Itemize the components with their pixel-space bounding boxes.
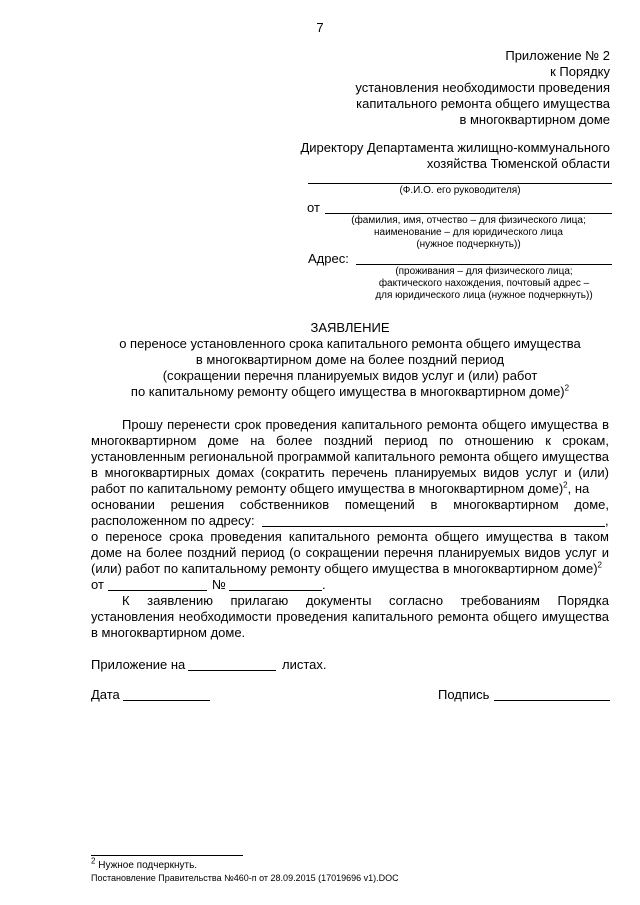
attachment-count-line	[188, 670, 276, 671]
signature-line	[494, 700, 610, 701]
decision-number-line	[229, 590, 322, 591]
date-line	[123, 700, 210, 701]
statement-subtitle-2: в многоквартирном доме на более поздний период	[195, 352, 505, 367]
signature-label: Подпись	[438, 687, 490, 702]
body-line-1: Прошу перенести срок проведения капитального ремонта общего имущества в	[122, 417, 609, 432]
footnote-separator	[91, 855, 243, 856]
address-fill-comma: ,	[605, 513, 609, 528]
footnote-text	[91, 856, 198, 872]
from-label: от	[307, 200, 320, 215]
attach-line-3: в многоквартирном доме.	[91, 625, 246, 640]
statement-subtitle-1: о переносе установленного срока капитального ремонта общего имущества	[119, 336, 581, 351]
body-line-9: доме на более поздний период (о сокращении перечня планируемых видов услуг и	[91, 545, 609, 560]
attachment-prefix: Приложение на	[91, 657, 186, 672]
addressee-line-2: хозяйства Тюменской области	[426, 156, 610, 171]
body-line-7: расположенном по адресу:	[91, 513, 255, 528]
statement-heading: ЗАЯВЛЕНИЕ	[310, 320, 390, 335]
from-hint-3: (нужное подчеркнуть))	[416, 239, 521, 250]
address-blank-line	[356, 264, 612, 265]
statement-subtitle-4-text: по капитальному ремонту общего имущества в многоквартирном доме)	[130, 384, 565, 399]
decision-from-label: от	[91, 577, 104, 592]
appendix-line-4: капитального ремонта общего имущества	[356, 96, 610, 111]
decision-date-line	[108, 590, 207, 591]
body-line-8: о переносе срока проведения капитального ремонта общего имущества в таком	[91, 529, 609, 544]
body-line-5-tail: , на	[567, 481, 590, 496]
appendix-line-3: установления необходимости проведения	[355, 80, 610, 95]
footnote-source: Постановление Правительства №460-п от 28.09.2015 (17019696 v1).DOC	[91, 873, 399, 883]
statement-subtitle-3: (сокращении перечня планируемых видов услуг и (или) работ	[162, 368, 538, 383]
footnote-ref: 2	[564, 383, 570, 393]
appendix-line-5: в многоквартирном доме	[459, 112, 610, 127]
date-label: Дата	[91, 687, 120, 702]
fio-hint: (Ф.И.О. его руководителя)	[399, 185, 521, 196]
attach-line-2: установления необходимости проведения капитального ремонта общего имущества	[91, 609, 609, 624]
appendix-line-1: Приложение № 2	[505, 48, 610, 63]
body-line-10	[91, 561, 602, 577]
body-line-6: основании решения собственников помещений в многоквартирном доме,	[91, 497, 609, 512]
appendix-line-2: к Порядку	[550, 64, 610, 79]
footnote-ref-3: 2	[597, 560, 602, 570]
statement-subtitle-4	[0, 384, 640, 400]
from-hint-1: (фамилия, имя, отчество – для физического лица;	[351, 215, 586, 226]
footnote-mark: 2	[91, 856, 96, 866]
body-line-10-text: (или) работ по капитальному ремонту общего имущества в многоквартирном доме)	[91, 561, 598, 576]
address-fill-line	[262, 526, 605, 527]
body-line-4: в многоквартирных домах (сократить перечень планируемых видов услуг и (или)	[91, 465, 609, 480]
address-hint-1: (проживания – для физического лица;	[395, 266, 573, 277]
from-hint-2: наименование – для юридического лица	[374, 227, 563, 238]
body-line-3: установленным региональной программой капитального ремонта общего имущества	[91, 449, 609, 464]
address-hint-2: фактического нахождения, почтовый адрес –	[378, 278, 590, 289]
footnote-content: Нужное подчеркнуть.	[95, 860, 198, 871]
body-line-5	[91, 481, 589, 497]
address-label: Адрес:	[308, 251, 349, 266]
attachment-suffix: листах.	[282, 657, 327, 672]
address-hint-3: для юридического лица (нужное подчеркнуть))	[375, 290, 593, 301]
page-number: 7	[316, 20, 324, 35]
addressee-line-1: Директору Департамента жилищно-коммунального	[300, 140, 610, 155]
from-blank-line	[325, 213, 612, 214]
body-line-2: многоквартирном доме на более поздний период по отношению к срокам,	[91, 433, 609, 448]
attach-line-1: К заявлению прилагаю документы согласно требованиям Порядка	[122, 593, 609, 608]
footnote-ref-2: 2	[563, 480, 568, 490]
decision-period: .	[322, 577, 326, 592]
body-line-5-text: работ по капитальному ремонту общего имущества в многоквартирном доме)	[91, 481, 564, 496]
fio-blank-line	[308, 183, 612, 184]
decision-number-label: №	[212, 577, 226, 592]
